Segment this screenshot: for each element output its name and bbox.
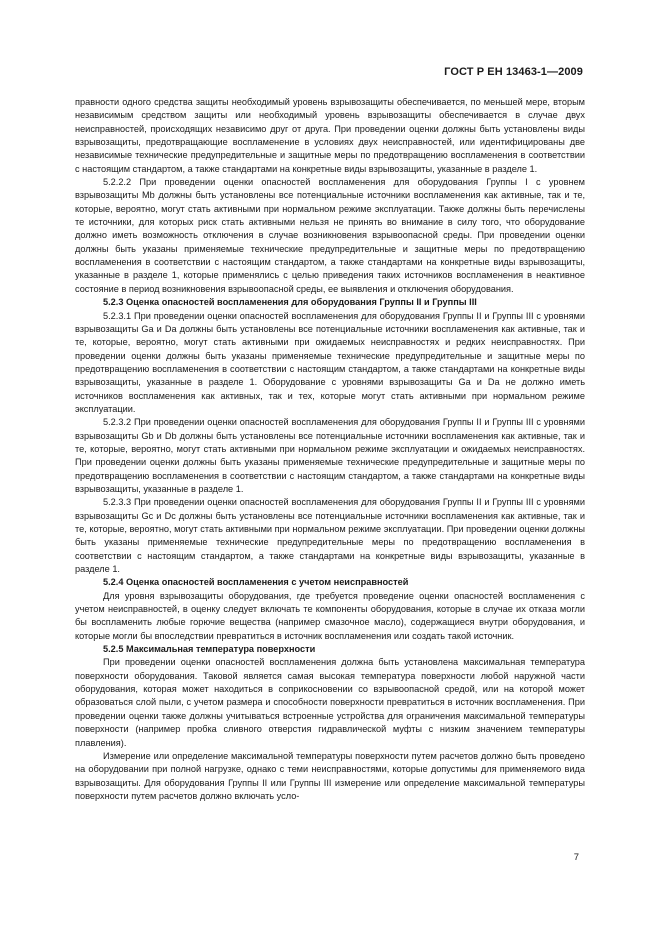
document-body [75,96,585,803]
body-paragraph: 5.2.3.1 При проведении оценки опасностей воспламенения для оборудования Группы II и Группы III с уровнями взрывозащиты Ga и Da должны быть установлены все потенциальные источники воспламенения как активные, так и те, которые, вероятно, могут стать активными при ожидаемых неисправностях и редких неисправностях. При проведении оценки должны быть указаны применяемые технические предупредительные и защитные меры по предотвращению воспламенения в соответствии с настоящим стандартом, а также стандартами на конкретные виды взрывозащиты, указанные в разделе 1. Оборудование с уровнями взрывозащиты Ga и Da не должно иметь источников воспламенения как активных, так и тех, которые могут стать активными при нормальном режиме эксплуатации. [75,310,585,414]
page-number: 7 [573,852,579,863]
section-heading: 5.2.4 Оценка опасностей воспламенения с учетом неисправностей [103,577,409,588]
body-paragraph: 5.2.2.2 При проведении оценки опасностей воспламенения для оборудования Группы I с уровнем взрывозащиты Mb должны быть установлены все потенциальные источники воспламенения как активные, так и те, которые, вероятно, могут стать активными при нормальном режиме эксплуатации. Также должны быть перечислены те источники, для которых риск стать активными нельзя не принять во внимание в силу того, что оборудование должно иметь возможность отключения в случае возникновения взрывоопасной среды. При проведении оценки должны быть указаны применяемые технические предупредительные и защитные меры по предотвращению воспламенения в соответствии с настоящим стандартом, а также стандартами на конкретные виды взрывозащиты, указанные в разделе 1, которые применялись с целью приведения таких источников воспламенения в неактивное состояние в период возникновения взрывоопасной среды, ее выявления и отключения оборудования. [75,177,585,294]
body-paragraph: 5.2.3.2 При проведении оценки опасностей воспламенения для оборудования Группы II и Группы III с уровнями взрывозащиты Gb и Db должны быть установлены все потенциальные источники воспламенения как активные, так и те, которые, вероятно, могут стать активными при нормальном режиме эксплуатации и ожидаемых неисправностях. При проведении оценки должны быть указаны применяемые технические предупредительные и защитные меры по предотвращению воспламенения в соответствии с настоящим стандартом, а также стандартами на конкретные виды взрывозащиты, указанные в разделе 1. [75,417,585,494]
section-heading: 5.2.5 Максимальная температура поверхности [103,644,316,655]
body-paragraph: правности одного средства защиты необходимый уровень взрывозащиты обеспечивается, по меньшей мере, вторым независимым средством защиты или необходимый уровень взрывозащиты обеспечивается в случае двух неисправностей, происходящих независимо друг от друга. При проведении оценки должны быть установлены виды взрывозащиты, предотвращающие воспламенение в условиях двух неисправностей, или идентифицированы две независимые технические предупредительные и защитные меры по предотвращению воспламенения в соответствии с настоящим стандартом, а также стандартами на конкретные виды взрывозащиты, указанные в разделе 1. [75,97,585,174]
body-paragraph: Для уровня взрывозащиты оборудования, где требуется проведение оценки опасностей воспламенения с учетом неисправностей, в оценку следует включать те компоненты оборудования, которые в случае их отказа могли бы воспламенить любые горючие вещества (например смазочное масло), содержащиеся внутри оборудования, и которые могли бы впоследствии превратиться в источник воспламенения или создать такой источник. [75,590,585,641]
body-paragraph: Измерение или определение максимальной температуры поверхности путем расчетов должно быть проведено на оборудовании при полной нагрузке, однако с теми неисправностями, которые допустимы для применяемого вида взрывозащиты. Для оборудования Группы II или Группы III измерение или определение максимальной температуры поверхности путем расчетов должно включать усло- [75,750,585,801]
document-header: ГОСТ Р ЕН 13463-1—2009 [444,66,583,78]
body-paragraph: При проведении оценки опасностей воспламенения должна быть установлена максимальная температура поверхности оборудования. Таковой является самая высокая температура поверхности любой наружной части оборудования, которая может находиться в соприкосновении со взрывоопасной средой, или на которой может образоваться слой пыли, с учетом размера и способности поверхности превратиться в источник воспламенения. При проведении оценки также должны учитываться встроенные устройства для ограничения максимальной температуры поверхности (например пробка сливного отверстия гидравлической муфты с низким значением температуры плавления). [75,657,585,748]
body-paragraph: 5.2.3.3 При проведении оценки опасностей воспламенения для оборудования Группы II и Группы III с уровнями взрывозащиты Gc и Dc должны быть установлены все потенциальные источники воспламенения как активные, так и те, которые, вероятно, могут стать активными при нормальном режиме эксплуатации. При проведении оценки должны быть указаны применяемые технические предупредительные меры по предотвращению воспламенения в соответствии с настоящим стандартом, а также стандартами на конкретные виды взрывозащиты, указанные в разделе 1. [75,497,585,575]
section-heading: 5.2.3 Оценка опасностей воспламенения для оборудования Группы II и Группы III [103,297,477,308]
